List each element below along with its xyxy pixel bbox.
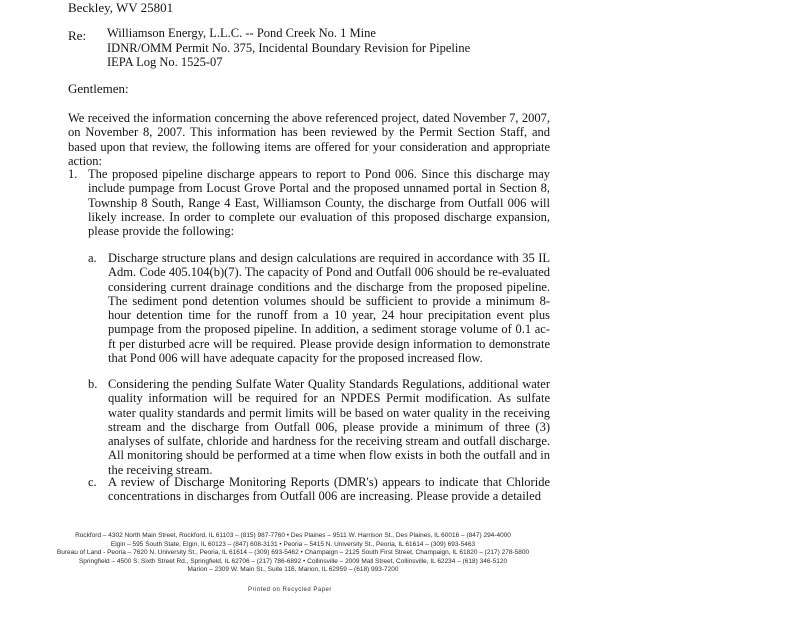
office-address-footer	[8, 532, 578, 575]
intro-paragraph: We received the information concerning the above referenced project, dated November 7, 2007, on November 8, 2007. This information has been reviewed by the Permit Section Staff, and based upon that review, the following items are offered for your consideration and appropriate action:	[68, 111, 550, 168]
item-b-text: Considering the pending Sulfate Water Quality Standards Regulations, additional water quality information will be required for an NPDES Permit modification. As sulfate water quality standards and permit limits will be based on water quality in the receiving stream and the discharge from Outfall 006, please provide a minimum of three (3) analyses of sulfate, chloride and hardness for the receiving stream and outfall discharge. All monitoring should be performed at a time when flow exists in both the outfall and in the receiving stream.	[108, 377, 550, 477]
footer-line: Bureau of Land - Peoria – 7620 N. University St., Peoria, IL 61614 – (309) 693-5462 • Champaign – 2125 South First Street, Champaign, IL 61820 – (217) 278-5800	[56, 549, 530, 557]
re-line-company: Williamson Energy, L.L.C. -- Pond Creek No. 1 Mine	[107, 26, 376, 40]
item-1-number: 1.	[68, 167, 78, 181]
item-1-text: The proposed pipeline discharge appears to report to Pond 006. Since this discharge may include pumpage from Locust Grove Portal and the proposed unnamed portal in Section 8, Township 8 South, Range 4 East, Williamson County, the discharge from Outfall 006 will likely increase. In order to complete our evaluation of this proposed discharge expansion, please provide the following:	[88, 167, 550, 239]
recycled-paper-note: Printed on Recycled Paper	[248, 587, 332, 593]
item-b-letter: b.	[88, 377, 98, 391]
salutation: Gentlemen:	[68, 81, 129, 96]
item-a-letter: a.	[88, 251, 97, 265]
re-subject-block	[107, 26, 470, 70]
item-c-text: A review of Discharge Monitoring Reports (DMR's) appears to indicate that Chloride concentrations in discharges from Outfall 006 are increasing. Please provide a detailed	[108, 475, 550, 504]
re-line-log: IEPA Log No. 1525-07	[107, 55, 223, 69]
footer-line: Marion – 2309 W. Main St., Suite 116, Marion, IL 62959 – (618) 993-7200	[187, 566, 399, 574]
re-line-permit: IDNR/OMM Permit No. 375, Incidental Boundary Revision for Pipeline	[107, 40, 471, 55]
recipient-city-line: Beckley, WV 25801	[68, 0, 174, 15]
footer-line: Rockford – 4302 North Main Street, Rockford, IL 61103 – (815) 987-7760 • Des Plaines – 9511 W. Harrison St., Des Plaines, IL 60016 – (847) 294-4000	[75, 532, 511, 539]
re-label: Re:	[68, 28, 87, 43]
item-a-text: Discharge structure plans and design calculations are required in accordance with 35 IL Adm. Code 405.104(b)(7). The capacity of Pond and Outfall 006 should be re-evaluated considering current drainage conditions and the discharge from the proposed pipeline. The sediment pond detention volumes should be sufficient to provide a minimum 8-hour detention time for the runoff from a 10 year, 24 hour precipitation event plus pumpage from the proposed pipeline. In addition, a sediment storage volume of 0.1 ac-ft per disturbed acre will be required. Please provide design information to demonstrate that Pond 006 will have adequate capacity for the proposed increased flow.	[108, 251, 550, 366]
footer-line: Springfield – 4500 S. Sixth Street Rd., Springfield, IL 62706 – (217) 786-6892 • Collinsville – 2009 Mall Street, Collinsville, IL 62234 – (618) 346-5120	[78, 557, 508, 565]
item-c-letter: c.	[88, 475, 97, 489]
footer-line: Elgin – 595 South State, Elgin, IL 60123 – (847) 608-3131 • Peoria – 5415 N. University St., Peoria, IL 61614 – (309) 693-5463	[110, 540, 476, 548]
